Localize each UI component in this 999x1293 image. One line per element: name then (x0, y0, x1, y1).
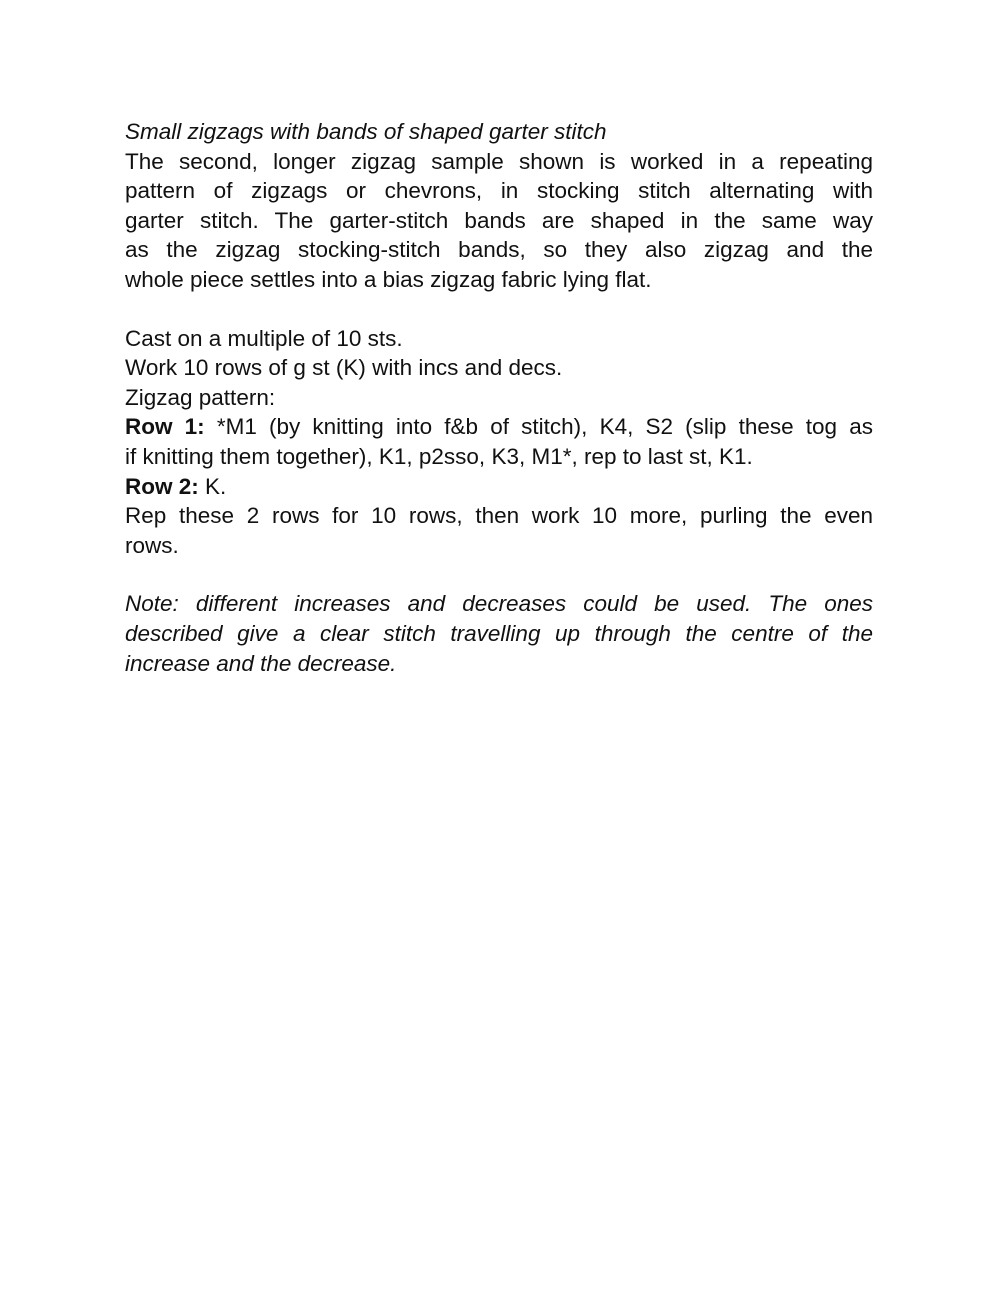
cast-on-line: Cast on a multiple of 10 sts. (125, 325, 403, 351)
repeat-line: Rep these 2 rows for 10 rows, then work 10 more, purling the even (125, 503, 873, 529)
intro-line: whole piece settles into a bias zigzag fabric lying flat. (125, 266, 652, 292)
intro-line: The second, longer zigzag sample shown is worked in a repeating (125, 148, 873, 174)
intro-paragraph (125, 147, 873, 295)
work-rows-line: Work 10 rows of g st (K) with incs and decs. (125, 355, 563, 381)
note-line: increase and the decrease. (125, 650, 397, 676)
paragraph-gap (125, 295, 873, 324)
intro-line: as the zigzag stocking-stitch bands, so they also zigzag and the (125, 237, 873, 263)
repeat-line: rows. (125, 532, 179, 558)
row2-text: K. (198, 473, 227, 499)
document-page (125, 117, 873, 678)
pattern-label: Zigzag pattern: (125, 384, 276, 410)
row1-text: *M1 (by knitting into f&b of stitch), K4, S2 (slip these tog as (204, 414, 873, 440)
note-line: Note: different increases and decreases could be used. The ones (125, 591, 873, 617)
row1-label: Row 1: (125, 414, 205, 440)
row2-line (125, 472, 873, 502)
note-paragraph (125, 589, 873, 678)
intro-line: garter stitch. The garter-stitch bands are shaped in the same way (125, 207, 873, 233)
row2-label: Row 2: (125, 473, 199, 499)
instructions (125, 324, 873, 561)
paragraph-gap (125, 560, 873, 589)
section-heading: Small zigzags with bands of shaped garter stitch (125, 119, 607, 144)
note-line: described give a clear stitch travelling up through the centre of the (125, 620, 873, 646)
intro-line: pattern of zigzags or chevrons, in stocking stitch alternating with (125, 178, 873, 204)
row1-line (125, 412, 873, 442)
row1-continuation: if knitting them together), K1, p2sso, K3, M1*, rep to last st, K1. (125, 443, 753, 469)
